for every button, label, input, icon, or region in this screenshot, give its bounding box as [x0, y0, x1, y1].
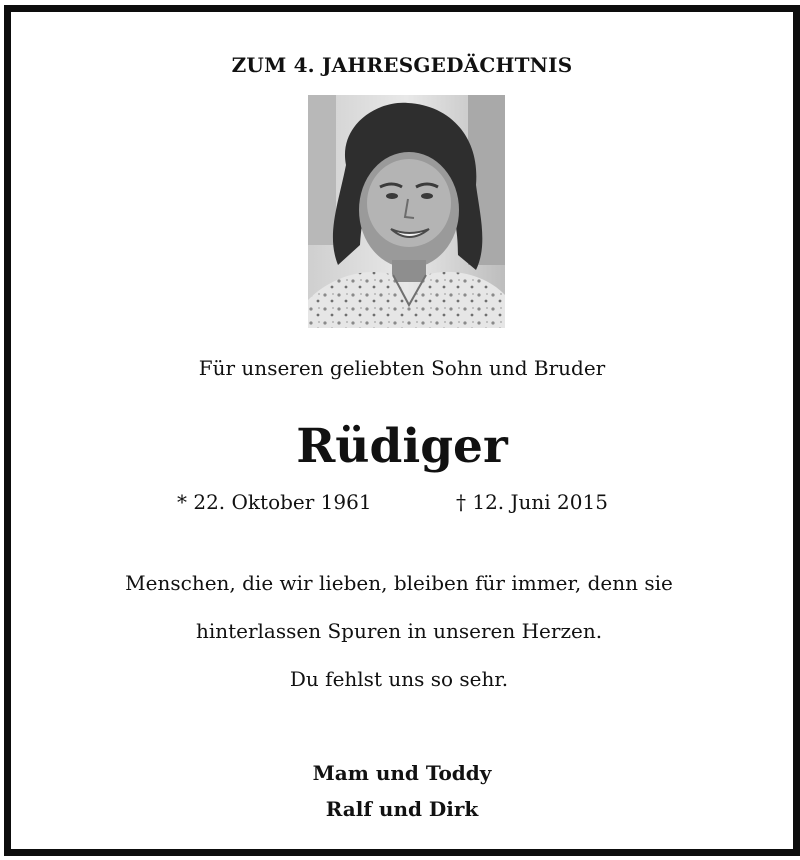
portrait-image [308, 95, 505, 328]
notice-heading: ZUM 4. JAHRESGEDÄCHTNIS [231, 53, 573, 77]
death-date: † 12. Juni 2015 [456, 490, 608, 514]
portrait-photo [308, 95, 505, 328]
notice-frame [4, 5, 800, 856]
birth-date: * 22. Oktober 1961 [177, 490, 372, 514]
signers [11, 755, 793, 827]
signer-line: Mam und Toddy [312, 761, 492, 785]
memorial-quote [8, 559, 790, 703]
dedication-line: Für unseren geliebten Sohn und Bruder [198, 356, 606, 380]
signer-line: Ralf und Dirk [325, 797, 479, 821]
quote-line: hinterlassen Spuren in unseren Herzen. [195, 619, 603, 643]
quote-line: Du fehlst uns so sehr. [289, 667, 509, 691]
quote-line: Menschen, die wir lieben, bleiben für immer, denn sie [125, 571, 673, 595]
deceased-name: Rüdiger [296, 419, 508, 474]
